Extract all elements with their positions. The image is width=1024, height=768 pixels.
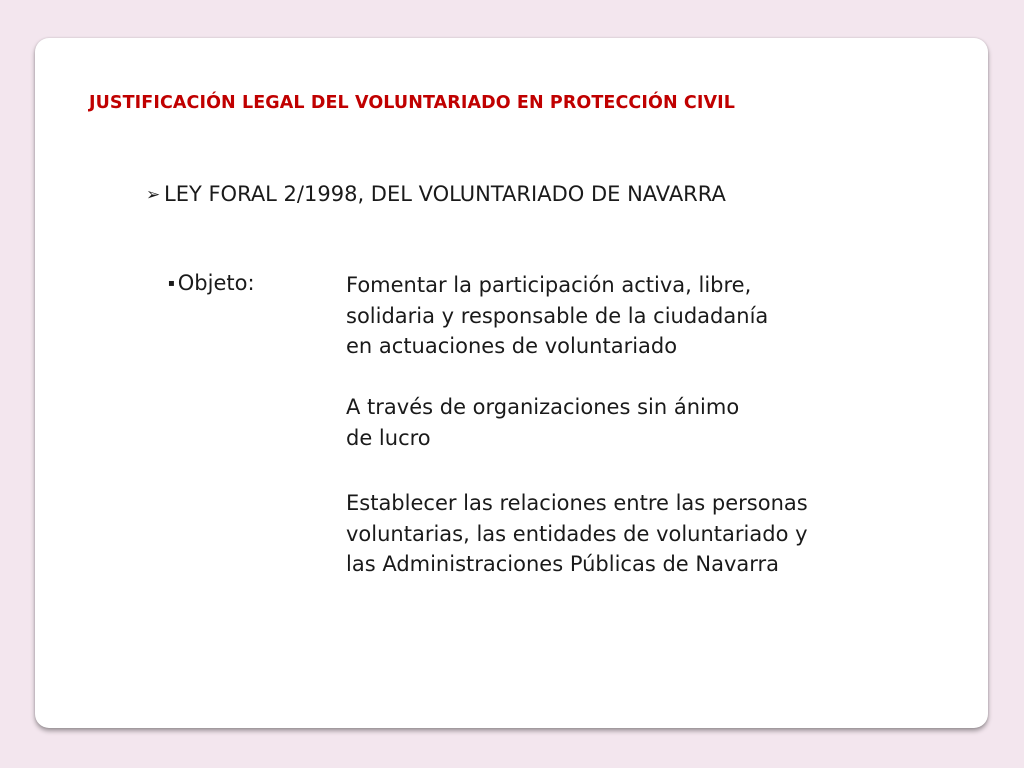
objeto-paragraph-3: Establecer las relaciones entre las personas voluntarias, las entidades de voluntariado y las Administraciones Públicas de Navarra bbox=[346, 491, 808, 576]
arrow-bullet-icon: ➢ bbox=[146, 185, 161, 205]
objeto-paragraph-1: Fomentar la participación activa, libre, solidaria y responsable de la ciudadanía en actuaciones de voluntariado bbox=[346, 273, 769, 358]
objeto-label: Objeto: bbox=[177, 271, 255, 295]
law-heading-item bbox=[146, 182, 726, 206]
slide-title: JUSTIFICACIÓN LEGAL DEL VOLUNTARIADO EN PROTECCIÓN CIVIL bbox=[89, 93, 735, 113]
objeto-item bbox=[168, 271, 255, 295]
objeto-paragraph-2: A través de organizaciones sin ánimo de lucro bbox=[346, 395, 740, 450]
law-heading: LEY FORAL 2/1998, DEL VOLUNTARIADO DE NAVARRA bbox=[164, 182, 726, 206]
slide-card bbox=[35, 38, 988, 728]
square-bullet-icon: ▪ bbox=[168, 278, 175, 289]
